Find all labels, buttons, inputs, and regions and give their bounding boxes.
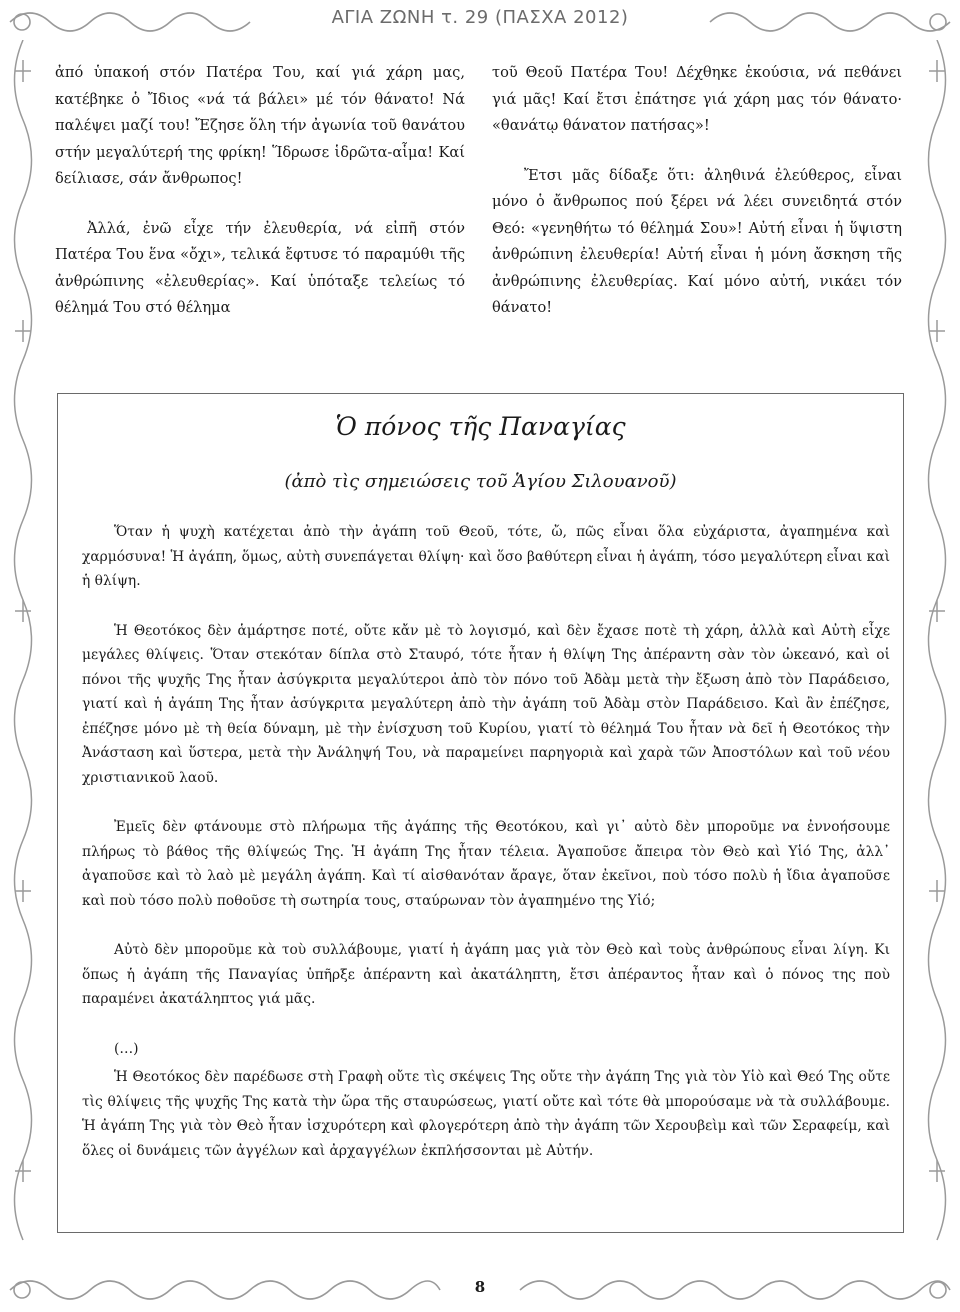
article-paragraph: Ἀλλά, ἐνῶ εἶχε τήν ἐλευθερία, νά εἰπῆ στόν Πατέρα Του ἕνα «ὄχι», τελικά ἔφτυσε τό παραμύθι τῆς ἀνθρώπινης «ἐλευθερίας». Καί ὑπόταξε τελείως τό θέλημά Του στό θέλημα xyxy=(55,219,465,316)
article-paragraph: Ἔτσι μᾶς δίδαξε ὅτι: ἀληθινά ἐλεύθερος, εἶναι μόνο ὁ ἄνθρωπος πού ξέρει νά λέει συνειδητά στόν Θεό: «γενηθήτω τό θέλημά Σου»! Αὐτή εἶναι ἡ ὕψιστη ἀνθρώπινη ἐλευθερία! Αὐτή εἶναι ἡ μόνη ἄσκηση τῆς ἀνθρώπινης ἐλευθερίας. Καί μόνο αὐτή, νικάει τόν θάνατο! xyxy=(492,166,902,316)
article-right-column xyxy=(492,60,902,345)
page-number xyxy=(0,1278,960,1296)
ornamental-border-right xyxy=(914,40,960,1270)
running-header-title: ΑΓΙΑ ΖΩΝΗ τ. 29 (ΠΑΣΧΑ 2012) xyxy=(318,7,643,28)
article-left-column xyxy=(55,60,465,345)
excerpt-title: Ὁ πόνος τῆς Παναγίας xyxy=(335,412,626,441)
excerpt-paragraph: Ὅταν ἡ ψυχὴ κατέχεται ἀπὸ τὴν ἀγάπη τοῦ Θεοῦ, τότε, ὤ, πῶς εἶναι ὅλα εὐχάριστα, ἀγαπημένα καὶ χαρμόσυνα! Ἡ ἀγάπη, ὅμως, αὐτὴ συνεπάγεται θλίψη· καὶ ὅσο βαθύτερη εἶναι ἡ ἀγάπη, τόσο μεγαλύτερη εἶναι καὶ ἡ θλίψη. xyxy=(82,524,890,589)
ornamental-border-left xyxy=(0,40,46,1270)
excerpt-paragraph: Αὐτὸ δὲν μποροῦμε κὰ τοὺ συλλάβουμε, γιατί ἡ ἀγάπη μας γιὰ τὸν Θεὸ καὶ τοὺς ἀνθρώπους εἶναι λίγη. Κι ὅπως ἡ ἀγάπη τῆς Παναγίας ὑπῆρξε ἀπέραντη καὶ ἀκατάληπτη, ἔτσι ἀπέραντος ἦταν καὶ ὁ πόνος της ποὺ παραμένει ἀκατάληπτος γιά μᾶς. xyxy=(82,942,890,1007)
excerpt-paragraph: Ἐμεῖς δὲν φτάνουμε στὸ πλήρωμα τῆς ἀγάπης τῆς Θεοτόκου, καὶ γι᾿ αὐτὸ δὲν μποροῦμε να ἐννοήσουμε πλήρως τὸ βάθος τῆς θλίψεώς Της. Ἡ ἀγάπη Της ἦταν τέλεια. Ἀγαποῦσε ἄπειρα τὸν Θεὸ καὶ Υἱό Της, ἀλλ᾿ ἀγαποῦσε καὶ τὸ λαὸ μὲ μεγάλη ἀγάπη. Καὶ τί αἰσθανόταν ἄραγε, ὅταν ἐκεῖνοι, ποὺ τόσο πολὺ ἡ ἴδια ἀγαποῦσε καὶ ποὺ τόσο πολὺ ποθοῦσε τὴ σωτηρία τους, σταύρωναν τὸν ἀγαπημένο της Υἱό; xyxy=(82,819,890,909)
excerpt-body xyxy=(82,520,890,1188)
excerpt-box xyxy=(57,393,904,1233)
article-paragraph: ἀπό ὑπακοή στόν Πατέρα Του, καί γιά χάρη μας, κατέβηκε ὁ Ἴδιος «νά τά βάλει» μέ τόν θάνατο! Νά παλέψει μαζί του! Ἔζησε ὅλη τήν ἀγωνία τοῦ θανάτου στήν μεγαλύτερή της φρίκη! Ἵδρωσε ἱδρῶτα-αἷμα! Καί δείλιασε, σάν ἄνθρωπος! xyxy=(55,64,465,187)
excerpt-ellipsis: (…) xyxy=(114,1040,139,1057)
article-paragraph: τοῦ Θεοῦ Πατέρα Του! Δέχθηκε ἑκούσια, νά πεθάνει γιά μᾶς! Καί ἔτσι ἐπάτησε γιά χάρη μας τόν θάνατο· «θανάτῳ θάνατον πατήσας»! xyxy=(492,64,902,134)
running-header xyxy=(0,7,960,28)
excerpt-paragraph: Ἡ Θεοτόκος δὲν ἁμάρτησε ποτέ, οὔτε κἄν μὲ τὸ λογισμό, καὶ δὲν ἔχασε ποτὲ τὴ χάρη, ἀλλὰ καὶ Αὐτὴ εἶχε μεγάλες θλίψεις. Ὅταν στεκόταν δίπλα στὸ Σταυρό, τότε ἦταν ἡ θλίψη Της ἀπέραντη σὰν τὸν ὠκεανό, καὶ οἱ πόνοι τῆς ψυχῆς Της ἦταν ἀσύγκριτα μεγαλύτεροι ἀπὸ τὸν πόνο τοῦ Ἀδὰμ μετὰ τὴν ἔξωση ἀπὸ τὸν Παράδεισο, γιατί καὶ ἡ ἀγάπη Της ἦταν ἀσύγκριτα μεγαλύτερη ἀπὸ τὴν ἀγάπη τοῦ Ἀδὰμ στὸν Παράδεισο. Καὶ ἂν ἐπέζησε, ἐπέζησε μόνο μὲ τὴ θεία δύναμη, μὲ τὴν ἐνίσχυση τοῦ Κυρίου, γιατί τὸ θέλημά Του ἦταν νὰ δεῖ ἡ Θεοτόκος τὴν Ἀνάσταση καὶ ὕστερα, μετὰ τὴν Ἀνάληψή Του, νὰ παραμείνει παρηγοριὰ καὶ χαρὰ τῶν Ἀποστόλων καὶ τοῦ νέου χριστιανικοῦ λαοῦ. xyxy=(82,622,890,786)
page-number-value: 8 xyxy=(465,1278,495,1296)
excerpt-subtitle: (ἀπὸ τὶς σημειώσεις τοῦ Ἁγίου Σιλουανοῦ) xyxy=(284,471,677,492)
excerpt-paragraph: Ἡ Θεοτόκος δὲν παρέδωσε στὴ Γραφὴ οὔτε τὶς σκέψεις Της οὔτε τὴν ἀγάπη Της γιὰ τὸν Υἱὸ καὶ Θεό Της οὔτε τὶς θλίψεις τῆς ψυχῆς Της κατὰ τὴν ὥρα τῆς σταυρώσεως, γιατί οὔτε καὶ τότε θὰ μπορούσαμε νὰ τὰ συλλάβουμε. Ἡ ἀγάπη Της γιὰ τὸν Θεὸ ἦταν ἰσχυρότερη καὶ φλογερότερη ἀπὸ τὴν ἀγάπη τῶν Χερουβεὶμ καὶ τῶν Σεραφείμ, καὶ ὅλες οἱ δυνάμεις τῶν ἀγγέλων καὶ ἀρχαγγέλων ἐκπλήσσονται μὲ Αὐτήν. xyxy=(82,1069,890,1159)
